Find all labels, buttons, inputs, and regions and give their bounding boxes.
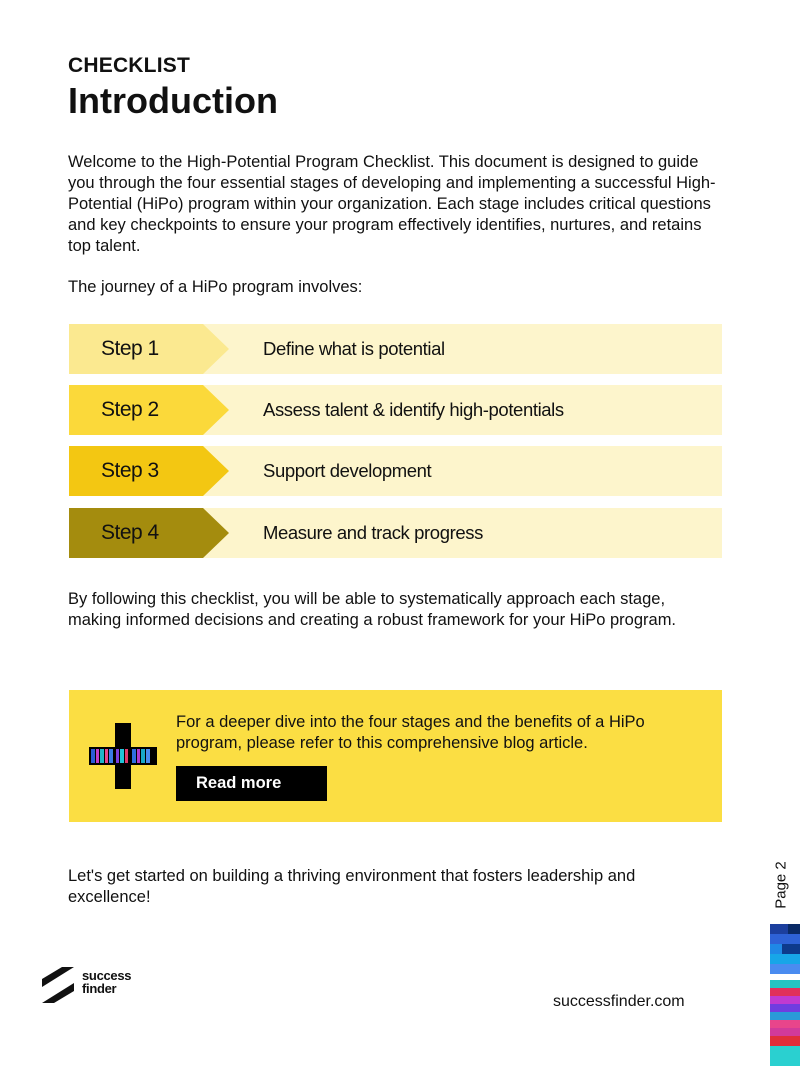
- step-label: Step 4: [101, 521, 159, 544]
- page-title: Introduction: [68, 80, 278, 121]
- step-badge: [69, 446, 229, 496]
- step-row: [69, 508, 722, 558]
- logo-mark-icon: [40, 965, 76, 1005]
- step-label: Step 3: [101, 459, 159, 482]
- step-badge: [69, 508, 229, 558]
- page-number-label: Page 2: [772, 861, 790, 909]
- intro-paragraph: Welcome to the High-Potential Program Checklist. This document is designed to guide you through the four essential stages of developing and implementing a successful High-Potential (HiPo) program within your organization. Each stage includes critical questions and key checkpoints to ensure your program effectively identifies, nurtures, and retains top talent.: [68, 153, 716, 255]
- following-paragraph: By following this checklist, you will be able to systematically approach each stage, making informed decisions and creating a robust framework for your HiPo program.: [68, 590, 677, 629]
- closing-paragraph: Let's get started on building a thriving environment that fosters leadership and excellence!: [68, 867, 636, 906]
- page-number: [770, 850, 792, 920]
- color-strip: [770, 924, 800, 1066]
- plus-glitch-icon: [89, 723, 157, 789]
- step-badge: [69, 385, 229, 435]
- read-more-button[interactable]: Read more: [176, 766, 327, 801]
- step-text: Measure and track progress: [263, 522, 483, 543]
- step-text: Support development: [263, 460, 432, 481]
- logo-line-1: success: [82, 968, 132, 983]
- journey-lead: The journey of a HiPo program involves:: [68, 278, 363, 296]
- cta-text: For a deeper dive into the four stages and the benefits of a HiPo program, please refer to this comprehensive blog article.: [176, 713, 645, 752]
- step-text: Define what is potential: [263, 338, 445, 359]
- step-label: Step 2: [101, 398, 159, 421]
- successfinder-logo: [40, 965, 150, 1005]
- step-row: [69, 324, 722, 374]
- step-text: Assess talent & identify high-potentials: [263, 399, 564, 420]
- logo-line-2: finder: [82, 981, 117, 996]
- eyebrow-label: CHECKLIST: [68, 54, 190, 77]
- step-badge: [69, 324, 229, 374]
- step-label: Step 1: [101, 337, 159, 360]
- step-row: [69, 446, 722, 496]
- footer-url[interactable]: successfinder.com: [553, 993, 685, 1010]
- step-row: [69, 385, 722, 435]
- cta-panel: [69, 690, 722, 822]
